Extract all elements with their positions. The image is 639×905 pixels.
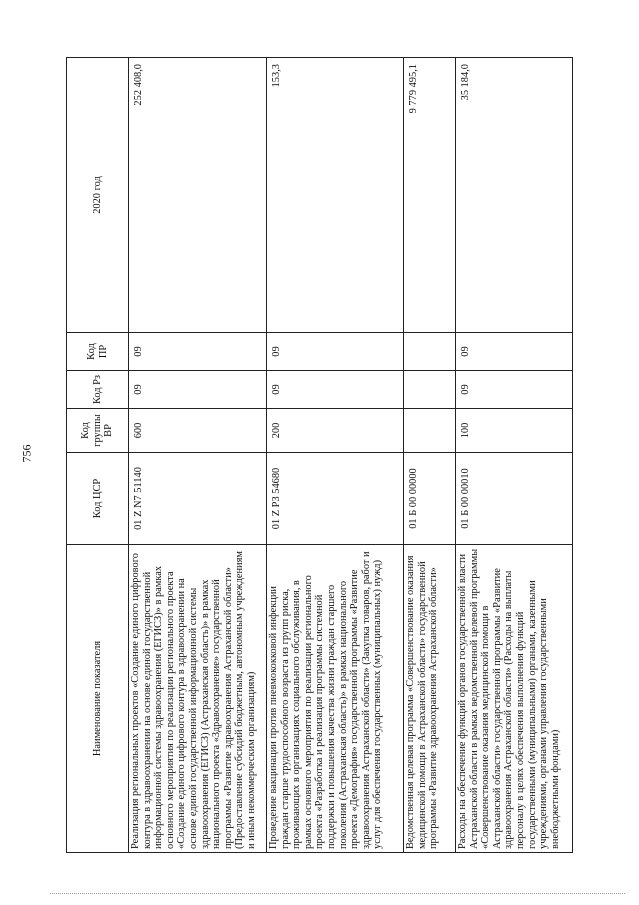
row-pr bbox=[404, 333, 456, 371]
row-vr: 200 bbox=[267, 409, 404, 453]
row-rz: 09 bbox=[267, 371, 404, 409]
header-rz: Код Рз bbox=[67, 371, 129, 409]
header-csr: Код ЦСР bbox=[67, 453, 129, 545]
rotated-page bbox=[66, 57, 572, 853]
row-vr: 100 bbox=[456, 409, 573, 453]
row-vr: 600 bbox=[129, 409, 267, 453]
table-row bbox=[267, 58, 404, 853]
row-name: Проведение вакцинации против пневмококковой инфекции граждан старше трудоспособного возраста из групп риска, проживающих в организациях социального обслуживания, в рамках основного мероприятия по реализации регионального проекта «Разработка и реализация программы системной поддержки и повышения качества жизни граждан старшего поколения (Астраханская область)» в рамках национального проекта «Демография» государственной программы «Развитие здравоохранения Астраханской области» (Закупка товаров, работ и услуг для обеспечения государственных (муниципальных) нужд) bbox=[267, 545, 404, 853]
row-name: Ведомственная целевая программа «Совершенствование оказания медицинской помощи в Астраханской области» государственной программы «Развитие здравоохранения Астраханской области» bbox=[404, 545, 456, 853]
row-pr: 09 bbox=[267, 333, 404, 371]
header-row bbox=[67, 58, 129, 853]
row-value: 9 779 495,1 bbox=[404, 58, 456, 333]
row-csr: 01 Б 00 00000 bbox=[404, 453, 456, 545]
row-value: 35 184,0 bbox=[456, 58, 573, 333]
row-value: 153,3 bbox=[267, 58, 404, 333]
row-csr: 01 Б 00 00010 bbox=[456, 453, 573, 545]
header-pr: Код ПР bbox=[67, 333, 129, 371]
header-year: 2020 год bbox=[67, 58, 129, 333]
row-pr: 09 bbox=[456, 333, 573, 371]
row-value: 252 408,0 bbox=[129, 58, 267, 333]
header-vr: Код группы ВР bbox=[67, 409, 129, 453]
table-row bbox=[456, 58, 573, 853]
table-row bbox=[129, 58, 267, 853]
budget-table bbox=[66, 57, 573, 853]
row-rz: 09 bbox=[456, 371, 573, 409]
header-name: Наименование показателя bbox=[67, 545, 129, 853]
row-rz: 09 bbox=[129, 371, 267, 409]
row-name: Реализация региональных проектов «Создание единого цифрового контура в здравоохранении на основе единой государственной информационной системы здравоохранения (ЕГИСЗ)» в рамках основного мероприятия по реализации регионального проекта «Создание единого цифрового контура в здравоохранении на основе единой государственной информационной системы здравоохранения (ЕГИСЗ) (Астраханская область)» в рамках национального проекта «Здравоохранение» государственной программы «Развитие здравоохранения Астраханской области» (Предоставление субсидий бюджетным, автономным учреждениям и иным некоммерческим организациям) bbox=[129, 545, 267, 853]
page-number: 756 bbox=[19, 444, 34, 463]
row-csr: 01 Z N7 51140 bbox=[129, 453, 267, 545]
row-csr: 01 Z P3 54680 bbox=[267, 453, 404, 545]
row-pr: 09 bbox=[129, 333, 267, 371]
row-name: Расходы на обеспечение функций органов государственной власти Астраханской области в рамках ведомственной целевой программы «Совершенствование оказания медицинской помощи в Астраханской области» государственной программы «Развитие здравоохранения Астраханской области» (Расходы на выплаты персоналу в целях обеспечения выполнения функций государственными (муниципальными) органами, казенными учреждениями, органами управления государственными внебюджетными фондами) bbox=[456, 545, 573, 853]
table-row bbox=[404, 58, 456, 853]
row-vr bbox=[404, 409, 456, 453]
scan-edge-line bbox=[50, 893, 625, 894]
row-rz bbox=[404, 371, 456, 409]
